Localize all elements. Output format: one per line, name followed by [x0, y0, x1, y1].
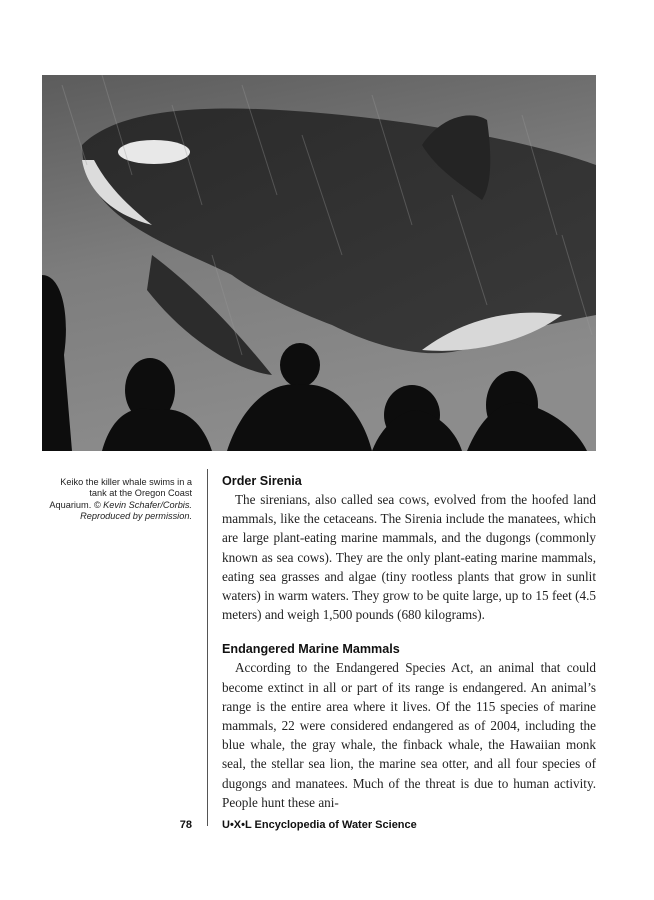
photo-caption — [48, 477, 192, 523]
photo-illustration — [42, 75, 596, 451]
caption-credit: © Kevin Schafer/Corbis. Reproduced by permission. — [80, 499, 192, 522]
section-order-sirenia — [222, 472, 596, 624]
section-body: According to the Endangered Species Act, an animal that could become extinct in all or part of its range is endangered. An animal’s range is the entire area where it lives. Of the 115 species of marine mammals, 22 were considered endangered as of 2004, including the blue whale, the gray whale, the finback whale, the Hawaiian monk seal, the stellar sea lion, the marine sea otter, and all four species of dugongs and manatees. Much of the threat is due to human activity. People hunt these ani- — [222, 660, 596, 810]
main-text — [222, 472, 596, 812]
caption-text: Keiko the killer whale swims in a tank at the Oregon Coast Aquarium. — [49, 477, 192, 510]
column-rule — [207, 469, 208, 826]
killer-whale-photo — [42, 75, 596, 451]
section-heading: Order Sirenia — [222, 474, 302, 488]
section-endangered-marine-mammals — [222, 640, 596, 812]
section-body: The sirenians, also called sea cows, evolved from the hoofed land mammals, like the cetaceans. The Sirenia include the manatees, which are large plant-eating marine mammals, and the dugongs (commonly known as sea cows). They are the only plant-eating marine mammals, eating sea grasses and algae (tiny rootless plants that grow in sunlit waters) in warm waters. They grow to be quite large, up to 15 feet (4.5 meters) and weigh 1,500 pounds (680 kilograms). — [222, 492, 596, 623]
running-title: U•X•L Encyclopedia of Water Science — [222, 819, 417, 831]
section-heading: Endangered Marine Mammals — [222, 642, 400, 657]
page-number: 78 — [179, 819, 192, 831]
